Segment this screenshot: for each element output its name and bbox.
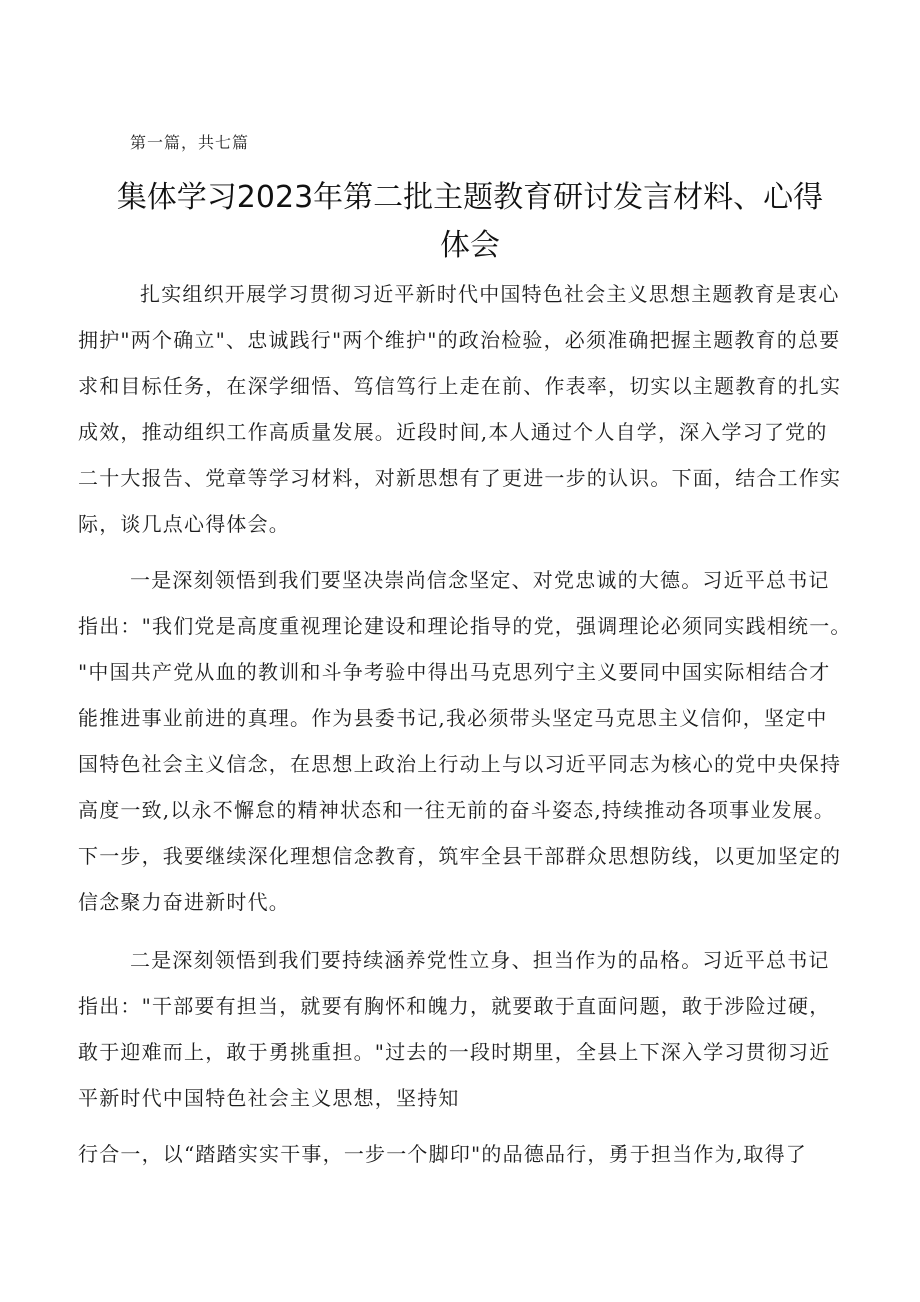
paragraph-line: 行合一，以“踏踏实实干事，一步一个脚印"的品德品行，勇于担当作为,取得了 bbox=[78, 1142, 807, 1166]
paragraph-line: 敢于迎难而上，敢于勇挑重担。"过去的一段时期里，全县上下深入学习贯彻习近 bbox=[78, 1040, 831, 1064]
paragraph-line: 求和目标任务，在深学细悟、笃信笃行上走在前、作表率，切实以主题教育的扎实 bbox=[78, 374, 842, 398]
document-title-line-2: 体会 bbox=[440, 228, 500, 263]
paragraph-line: 能推进事业前进的真理。作为县委书记,我必须带头坚定马克思主义信仰，坚定中 bbox=[78, 706, 828, 730]
document-title-line-1: 集体学习2023年第二批主题教育研讨发言材料、心得 bbox=[116, 180, 824, 215]
paragraph-line: 二是深刻领悟到我们要持续涵养党性立身、担当作为的品格。习近平总书记 bbox=[130, 948, 830, 972]
paragraph-line: 高度一致,以永不懈怠的精神状态和一往无前的奋斗姿态,持续推动各项事业发展。 bbox=[78, 798, 836, 822]
paragraph-line: 下一步，我要继续深化理想信念教育，筑牢全县干部群众思想防线，以更加坚定的 bbox=[78, 844, 842, 868]
paragraph-line: 指出："我们党是高度重视理论建设和理论指导的党，强调理论必须同实践相统一。 bbox=[78, 614, 852, 638]
paragraph-line: 指出："干部要有担当，就要有胸怀和魄力，就要敢于直面问题，敢于涉险过硬， bbox=[78, 994, 831, 1018]
paragraph-line: 际，谈几点心得体会。 bbox=[78, 512, 290, 536]
paragraph-line: 扎实组织开展学习贯彻习近平新时代中国特色社会主义思想主题教育是衷心 bbox=[140, 282, 840, 306]
paragraph-line: 二十大报告、党章等学习材料，对新思想有了更进一步的认识。下面，结合工作实 bbox=[78, 466, 842, 490]
paragraph-line: "中国共产党从血的教训和斗争考验中得出马克思列宁主义要同中国实际相结合才 bbox=[78, 660, 831, 684]
paragraph-line: 国特色社会主义信念，在思想上政治上行动上与以习近平同志为核心的党中央保持 bbox=[78, 752, 842, 776]
paragraph-line: 信念聚力奋进新时代。 bbox=[78, 890, 290, 914]
paragraph-line: 一是深刻领悟到我们要坚决崇尚信念坚定、对党忠诚的大德。习近平总书记 bbox=[130, 568, 830, 592]
series-label: 第一篇，共七篇 bbox=[130, 133, 250, 152]
paragraph-line: 拥护"两个确立"、忠诚践行"两个维护"的政治检验，必须准确把握主题教育的总要 bbox=[78, 328, 841, 352]
paragraph-line: 平新时代中国特色社会主义思想，坚持知 bbox=[78, 1086, 460, 1110]
paragraph-line: 成效，推动组织工作高质量发展。近段时间,本人通过个人自学，深入学习了党的 bbox=[78, 420, 828, 444]
